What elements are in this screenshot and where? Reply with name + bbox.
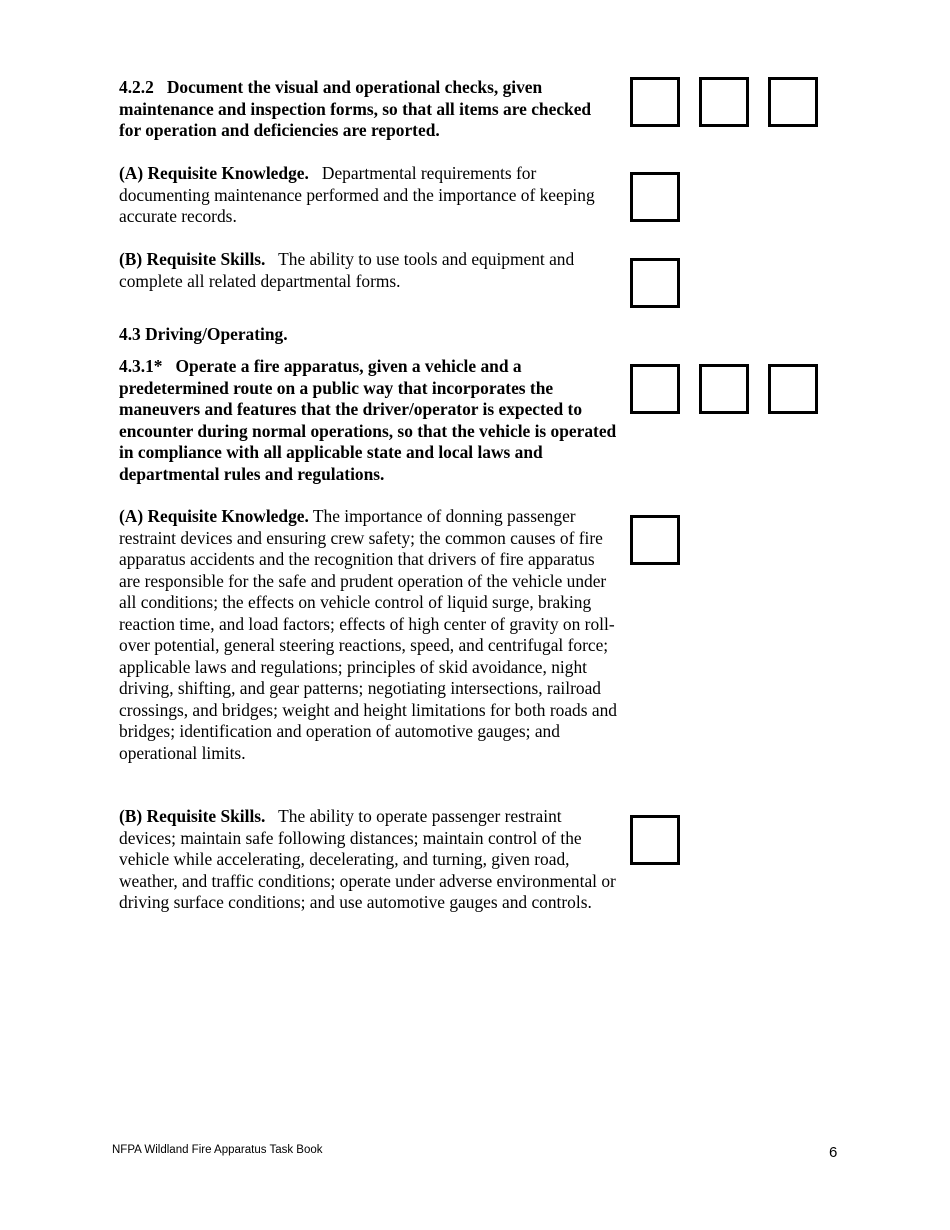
section-4-2-2-heading [119, 77, 617, 142]
requisite-skills-text: The ability to operate passenger restraint devices; maintain safe following distances; maintain control of the vehicle while accelerating, decelerating, and turning, given road, weather, and traffic conditions; operate under adverse environmental or driving surface conditions; and use automotive gauges and controls. [119, 806, 621, 912]
requisite-skills-label: (B) Requisite Skills. [119, 249, 266, 269]
footer-title: NFPA Wildland Fire Apparatus Task Book [112, 1144, 323, 1156]
section-4-3-1-knowledge [119, 506, 622, 764]
section-4-2-2-skills [119, 249, 617, 292]
section-4-3-1-heading [119, 356, 619, 485]
section-4-3-heading [119, 324, 617, 346]
section-4-3-1-heading-text: 4.3.1* Operate a fire apparatus, given a vehicle and a predetermined route on a public way that incorporates the maneuvers and features that the driver/operator is expected to encounter during normal operations, so that the vehicle is operated in compliance with all applicable state and local laws and departmental rules and regulations. [119, 356, 621, 484]
signoff-checkbox-4-2-2-knowledge[interactable] [630, 172, 680, 222]
requisite-knowledge-label: (A) Requisite Knowledge. [119, 163, 309, 183]
requisite-skills-label: (B) Requisite Skills. [119, 806, 266, 826]
signoff-checkbox-4-3-1-skills[interactable] [630, 815, 680, 865]
signoff-checkbox-4-2-2-skills[interactable] [630, 258, 680, 308]
signoff-checkbox-4-2-2-3[interactable] [768, 77, 818, 127]
section-4-2-2-heading-text: 4.2.2 Document the visual and operational checks, given maintenance and inspection forms, so that all items are checked for operation and deficiencies are reported. [119, 77, 596, 140]
section-4-3-heading-text: 4.3 Driving/Operating. [119, 324, 288, 344]
signoff-checkbox-4-2-2-1[interactable] [630, 77, 680, 127]
requisite-knowledge-text: The importance of donning passenger restraint devices and ensuring crew safety; the common causes of fire apparatus accidents and the recognition that drivers of fire apparatus are responsible for the safe and prudent operation of the vehicle under all conditions; the effects on vehicle control of liquid surge, braking reaction time, and load factors; effects of high center of gravity on roll-over potential, general steering reactions, speed, and centrifugal force; applicable laws and regulations; principles of skid avoidance, night driving, shifting, and gear patterns; negotiating intersections, railroad crossings, and bridges; weight and height limitations for both roads and bridges; identification and operation of automotive gauges; and operational limits. [119, 506, 622, 763]
signoff-checkbox-4-3-1-2[interactable] [699, 364, 749, 414]
section-4-2-2-knowledge [119, 163, 617, 228]
requisite-knowledge-label: (A) Requisite Knowledge. [119, 506, 309, 526]
signoff-checkbox-4-3-1-1[interactable] [630, 364, 680, 414]
requisite-knowledge-text: Departmental requirements for documenting maintenance performed and the importance of keeping accurate records. [119, 163, 600, 226]
signoff-checkbox-4-3-1-3[interactable] [768, 364, 818, 414]
section-4-3-1-skills [119, 806, 621, 914]
page-number: 6 [829, 1144, 838, 1161]
signoff-checkbox-4-2-2-2[interactable] [699, 77, 749, 127]
requisite-skills-text: The ability to use tools and equipment and complete all related departmental forms. [119, 249, 579, 291]
signoff-checkbox-4-3-1-knowledge[interactable] [630, 515, 680, 565]
